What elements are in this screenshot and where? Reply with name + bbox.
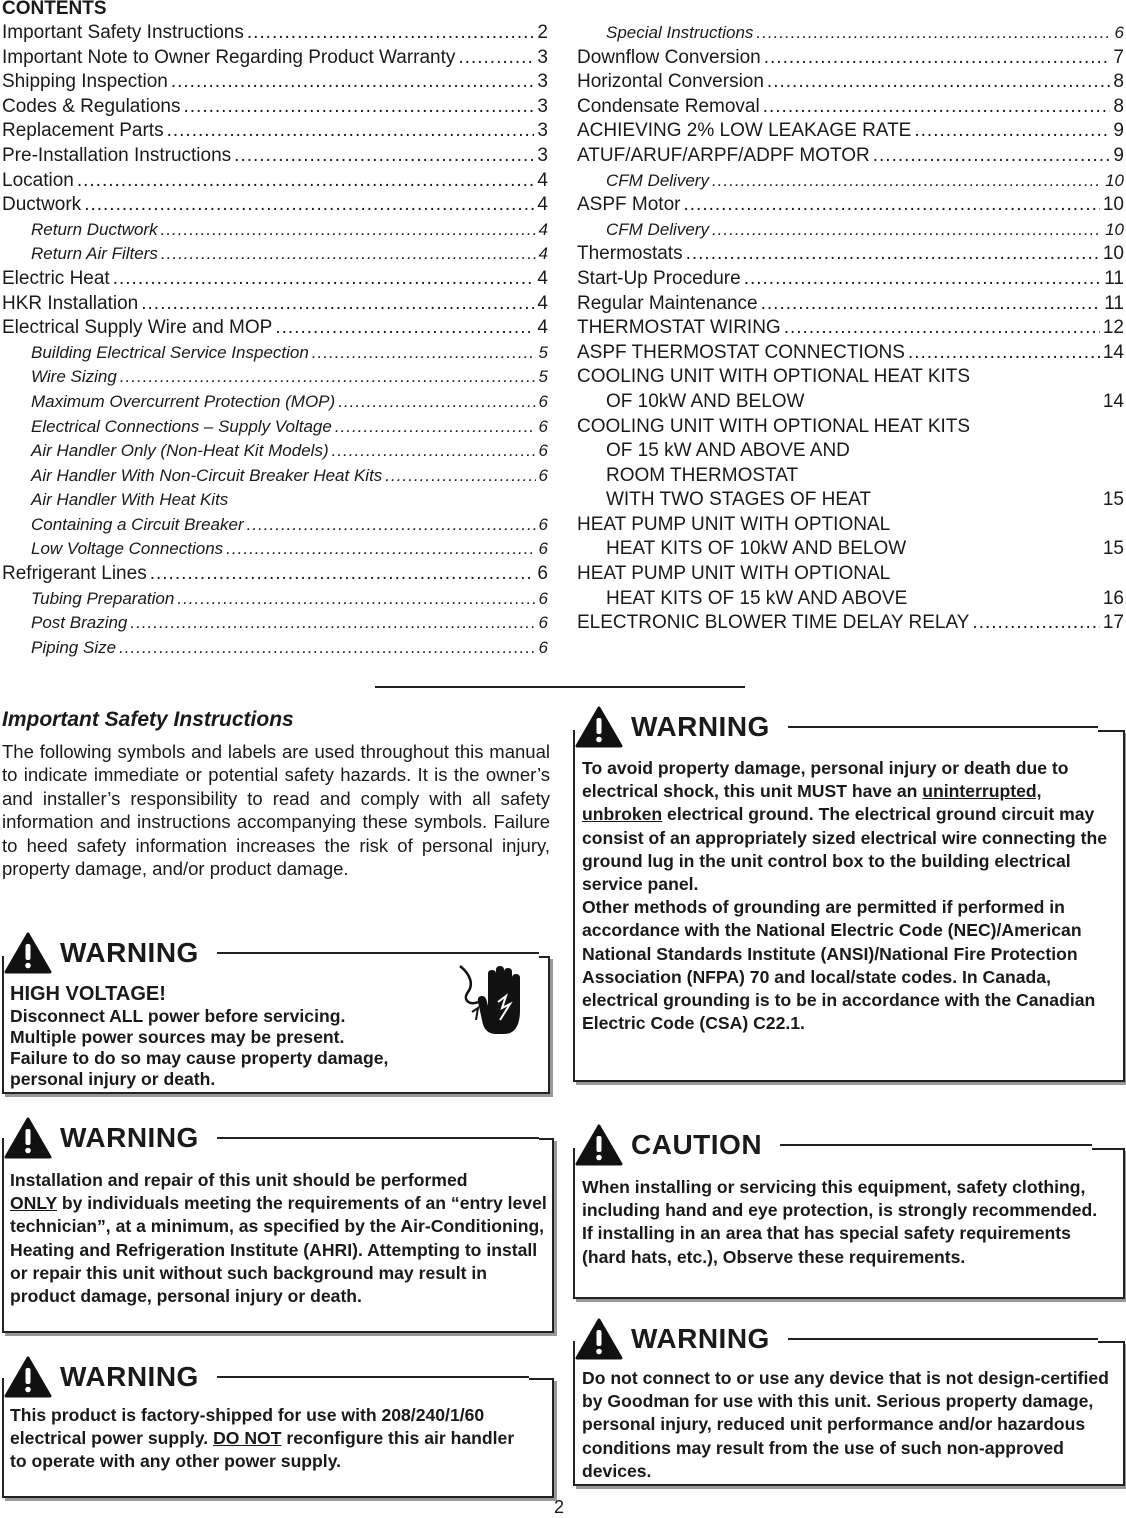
warning-text [10, 1169, 550, 1308]
toc-entry-page: 17 [1102, 612, 1124, 634]
toc-leader-dots [712, 218, 1102, 243]
toc-leader-dots [335, 415, 536, 440]
high-voltage-title: HIGH VOLTAGE! [10, 983, 166, 1005]
warning-grounding [573, 706, 1125, 1082]
toc-entry-label: Location [2, 169, 74, 191]
toc-entry-page: 6 [538, 637, 548, 657]
toc-entry-page: 15 [1102, 538, 1124, 560]
toc-entry-page: 6 [538, 391, 548, 411]
toc-entry-label: ROOM THERMOSTAT [606, 464, 799, 486]
toc-entry-label: Return Ductwork [31, 219, 158, 239]
toc-entry[interactable] [577, 513, 1124, 538]
toc-entry[interactable] [2, 611, 548, 636]
toc-entry-page: 11 [1104, 292, 1124, 314]
toc-entry[interactable] [2, 242, 548, 267]
toc-entry-label: ASPF Motor [577, 194, 681, 216]
caution-safety-clothing [573, 1124, 1125, 1299]
safety-paragraph: The following symbols and labels are used throughout this manual to indicate immediate or potential safety hazards. It is the owner’s and installer’s responsibility to read and comply with all safety information and instructions accompanying these symbols. Failure to heed safety information increases the risk of personal injury, property damage, and/or product damage. [2, 741, 550, 880]
toc-entry-page: 10 [1105, 170, 1124, 190]
toc-entry[interactable] [577, 537, 1124, 562]
toc-leader-dots [120, 365, 536, 390]
warning-text-part: electrical ground. The electrical ground circuit may consist of an appropriately sized electrical wire connecting the ground lug in the unit control box to the building electrical service panel. [582, 804, 1108, 895]
toc-entry-label: HEAT PUMP UNIT WITH OPTIONAL [577, 513, 891, 535]
toc-entry-page: 6 [538, 613, 548, 633]
toc-entry[interactable] [577, 439, 1124, 464]
toc-entry-label: Special Instructions [606, 23, 754, 42]
header-rule [217, 952, 539, 954]
toc-entry-page: 6 [1114, 23, 1124, 42]
toc-leader-dots [712, 169, 1102, 194]
header-rule [217, 1137, 539, 1139]
emphasis-text: uninterrupted, unbroken [582, 781, 1042, 825]
toc-entry-label: Replacement Parts [2, 120, 164, 142]
toc-entry-page: 4 [537, 169, 548, 191]
warning-triangle-icon [4, 1117, 52, 1159]
toc-leader-dots [744, 267, 1102, 292]
toc-entry-label: Important Safety Instructions [2, 22, 244, 43]
toc-entry-label: Tubing Preparation [31, 588, 175, 608]
warning-label: WARNING [631, 1323, 770, 1354]
toc-entry[interactable] [2, 292, 548, 317]
warning-line: Failure to do so may cause property damage, [10, 1048, 389, 1068]
toc-entry-label: OF 10kW AND BELOW [606, 390, 805, 412]
toc-entry-page: 6 [538, 514, 548, 534]
toc-entry-page: 4 [538, 219, 548, 239]
toc-entry[interactable] [577, 242, 1124, 267]
toc-entry-label: Air Handler Only (Non-Heat Kit Models) [31, 441, 329, 461]
toc-entry-page: 9 [1113, 120, 1124, 142]
toc-leader-dots [167, 119, 535, 144]
toc-entry-label: HEAT KITS OF 10kW AND BELOW [606, 538, 907, 560]
toc-entry[interactable] [577, 587, 1124, 612]
toc-leader-dots [275, 316, 534, 341]
toc-entry-label: Start-Up Procedure [577, 267, 741, 289]
toc-entry-label: Electrical Connections – Supply Voltage [31, 416, 332, 436]
toc-entry-label: ELECTRONIC BLOWER TIME DELAY RELAY [577, 612, 970, 634]
toc-entry[interactable] [577, 267, 1124, 292]
toc-entry-page: 4 [537, 267, 548, 289]
toc-leader-dots [177, 587, 535, 612]
toc-leader-dots [784, 316, 1100, 341]
toc-entry[interactable] [577, 464, 1124, 489]
toc-right-column [577, 21, 1124, 636]
toc-leader-dots [84, 193, 534, 218]
toc-entry-page: 12 [1102, 317, 1124, 339]
toc-leader-dots [150, 562, 535, 587]
page-number: 2 [554, 1497, 565, 1517]
warning-text-part: Other methods of grounding are permitted if performed in accordance with the National Electric Code (NEC)/American National Standards Institute (ANSI)/National Fire Protection Association (NFPA) 70 and local/state codes. In Canada, electrical grounding is to be in accordance with the Canadian Electric Code (CSA) C22.1. [582, 897, 1096, 1034]
toc-entry-label: Downflow Conversion [577, 46, 761, 68]
toc-entry[interactable] [2, 587, 548, 612]
toc-entry[interactable] [2, 439, 548, 464]
toc-entry-page: 6 [538, 539, 548, 559]
toc-entry-page: 15 [1102, 489, 1124, 511]
toc-entry-label: Air Handler With Non-Circuit Breaker Heat Kits [31, 465, 383, 485]
toc-entry-page: 6 [537, 563, 548, 585]
toc-leader-dots [130, 611, 535, 636]
warning-text [10, 1404, 530, 1474]
warning-non-approved-devices [573, 1318, 1125, 1486]
toc-entry-page: 14 [1102, 390, 1124, 412]
toc-entry-label: Refrigerant Lines [2, 563, 147, 585]
toc-leader-dots [226, 537, 535, 562]
toc-leader-dots [161, 218, 536, 243]
warning-installation [2, 1117, 554, 1333]
toc-leader-dots [184, 95, 535, 120]
toc-entry-label: Building Electrical Service Inspection [31, 342, 309, 362]
section-divider [375, 686, 745, 688]
warning-label: WARNING [60, 937, 199, 968]
toc-entry[interactable] [577, 119, 1124, 144]
toc-leader-dots [873, 144, 1111, 169]
warning-power-supply [2, 1356, 554, 1498]
toc-entry-page: 4 [537, 194, 548, 216]
toc-entry-page: 2 [537, 22, 548, 43]
contents-title: CONTENTS [2, 0, 107, 19]
toc-leader-dots [908, 341, 1100, 366]
toc-leader-dots [756, 21, 1111, 46]
toc-entry-label: HEAT PUMP UNIT WITH OPTIONAL [577, 563, 891, 585]
toc-entry-label: ACHIEVING 2% LOW LEAKAGE RATE [577, 120, 912, 142]
toc-entry[interactable] [2, 488, 548, 513]
warning-line: Multiple power sources may be present. [10, 1027, 345, 1047]
toc-entry-page: 3 [537, 71, 548, 93]
toc-entry-page: 6 [538, 588, 548, 608]
toc-entry-label: Regular Maintenance [577, 292, 758, 314]
toc-leader-dots [972, 611, 1099, 636]
toc-entry-label: Pre-Installation Instructions [2, 144, 232, 166]
safety-heading: Important Safety Instructions [2, 708, 294, 731]
toc-leader-dots [686, 242, 1100, 267]
toc-entry-label: ATUF/ARUF/ARPF/ADPF MOTOR [577, 144, 870, 166]
toc-entry[interactable] [2, 341, 548, 366]
toc-entry-page: 10 [1102, 243, 1124, 265]
toc-entry[interactable] [2, 464, 548, 489]
toc-entry-page: 3 [537, 120, 548, 142]
toc-entry[interactable] [2, 562, 548, 587]
toc-entry[interactable] [577, 169, 1124, 194]
toc-entry-page: 6 [538, 465, 548, 485]
toc-entry[interactable] [2, 70, 548, 95]
toc-entry[interactable] [2, 193, 548, 218]
warning-text-part: To avoid property damage, personal injury or death due to electrical shock, this unit MUST have an [582, 758, 1069, 802]
toc-entry-label: WITH TWO STAGES OF HEAT [606, 489, 871, 511]
toc-entry-label: Codes & Regulations [2, 95, 181, 117]
toc-leader-dots [332, 439, 536, 464]
toc-entry-label: CFM Delivery [606, 170, 709, 190]
toc-leader-dots [763, 95, 1111, 120]
toc-entry[interactable] [2, 267, 548, 292]
caution-label: CAUTION [631, 1129, 763, 1160]
toc-entry-label: Important Note to Owner Regarding Product Warranty [2, 46, 456, 68]
toc-entry[interactable] [2, 46, 548, 71]
warning-triangle-icon [575, 706, 623, 748]
toc-entry-page: 5 [538, 342, 548, 362]
toc-leader-dots [338, 390, 535, 415]
toc-leader-dots [77, 169, 535, 194]
warning-high-voltage [2, 932, 550, 1094]
toc-entry-label: Horizontal Conversion [577, 71, 764, 93]
toc-entry[interactable] [577, 415, 1124, 440]
toc-entry[interactable] [2, 537, 548, 562]
toc-entry-page: 10 [1102, 194, 1124, 216]
toc-entry-label: Condensate Removal [577, 95, 760, 117]
toc-entry[interactable] [2, 21, 548, 46]
toc-entry[interactable] [577, 193, 1124, 218]
warning-label: WARNING [60, 1361, 199, 1392]
warning-label: WARNING [631, 711, 770, 742]
warning-text: Do not connect to or use any device that is not design-certified by Goodman for use with this unit. Serious property damage, personal injury, reduced unit performance and/or hazardous conditions may result from the use of such non-approved devices. [582, 1368, 1109, 1481]
toc-entry-page: 8 [1113, 71, 1124, 93]
toc-entry-page: 10 [1105, 219, 1124, 239]
toc-leader-dots [458, 46, 534, 71]
toc-entry[interactable] [2, 390, 548, 415]
toc-entry-page: 4 [538, 244, 548, 264]
warning-triangle-icon [4, 932, 52, 974]
toc-leader-dots [141, 292, 534, 317]
toc-entry-label: CFM Delivery [606, 219, 709, 239]
toc-entry-label: Low Voltage Connections [31, 539, 224, 559]
toc-entry-label: Electric Heat [2, 267, 110, 289]
toc-entry-page: 6 [538, 416, 548, 436]
toc-entry-page: 16 [1102, 587, 1124, 609]
toc-entry-page: 3 [537, 144, 548, 166]
toc-entry-label: Containing a Circuit Breaker [31, 514, 244, 534]
caution-triangle-icon [575, 1124, 623, 1166]
toc-leader-dots [761, 292, 1102, 317]
toc-entry[interactable] [577, 562, 1124, 587]
toc-entry[interactable] [577, 365, 1124, 390]
header-rule [217, 1376, 529, 1378]
toc-entry-label: OF 15 kW AND ABOVE AND [606, 440, 850, 462]
toc-entry-label: Post Brazing [31, 613, 128, 633]
toc-entry-label: Return Air Filters [31, 244, 158, 264]
toc-entry-label: Shipping Inspection [2, 71, 168, 93]
toc-entry[interactable] [577, 292, 1124, 317]
toc-entry-label: COOLING UNIT WITH OPTIONAL HEAT KITS [577, 366, 971, 388]
toc-entry[interactable] [577, 390, 1124, 415]
toc-leader-dots [683, 193, 1099, 218]
electric-shock-hand-icon [452, 962, 532, 1046]
warning-label: WARNING [60, 1122, 199, 1153]
toc-left-column [2, 21, 548, 660]
toc-entry-label: HEAT KITS OF 15 kW AND ABOVE [606, 587, 908, 609]
toc-leader-dots [767, 70, 1111, 95]
warning-text-part: This product is factory-shipped for use with 208/240/1/60 electrical power supply. [10, 1405, 485, 1449]
toc-entry[interactable] [577, 95, 1124, 120]
toc-entry[interactable] [2, 316, 548, 341]
toc-entry-page: 9 [1113, 144, 1124, 166]
toc-entry[interactable] [2, 95, 548, 120]
toc-leader-dots [119, 636, 535, 661]
header-rule [788, 1338, 1098, 1340]
warning-line: Disconnect ALL power before servicing. [10, 1006, 346, 1026]
toc-leader-dots [764, 46, 1111, 71]
toc-entry-label: Maximum Overcurrent Protection (MOP) [31, 391, 336, 411]
toc-entry[interactable] [577, 316, 1124, 341]
toc-entry-page: 11 [1104, 267, 1124, 289]
toc-leader-dots [312, 341, 536, 366]
toc-entry-label: Air Handler With Heat Kits [31, 490, 229, 510]
toc-leader-dots [234, 144, 534, 169]
toc-entry[interactable] [2, 415, 548, 440]
warning-text [582, 757, 1112, 1035]
emphasis-text: ONLY [10, 1193, 57, 1214]
toc-entry-page: 3 [537, 46, 548, 68]
toc-entry[interactable] [577, 341, 1124, 366]
toc-entry[interactable] [2, 513, 548, 538]
caution-text: When installing or servicing this equipment, safety clothing, including hand and eye protection, is strongly recommended. If installing in an area that has special safety requirements (hard hats, etc.), Observe these requirements. [582, 1177, 1098, 1267]
toc-entry-page: 3 [537, 95, 548, 117]
toc-entry-page: 4 [537, 292, 548, 314]
toc-entry-label: Wire Sizing [31, 367, 117, 387]
toc-entry[interactable] [577, 46, 1124, 71]
toc-entry[interactable] [577, 488, 1124, 513]
toc-entry[interactable] [577, 21, 1124, 46]
toc-entry-label: Ductwork [2, 194, 82, 216]
toc-entry-label: COOLING UNIT WITH OPTIONAL HEAT KITS [577, 415, 971, 437]
toc-entry[interactable] [2, 144, 548, 169]
toc-leader-dots [247, 513, 536, 538]
emphasis-text: DO NOT [213, 1428, 282, 1449]
toc-entry-page: 7 [1113, 46, 1124, 68]
warning-line: personal injury or death. [10, 1069, 216, 1089]
toc-entry-label: Piping Size [31, 637, 117, 657]
toc-leader-dots [914, 119, 1110, 144]
header-rule [780, 1144, 1092, 1146]
toc-entry-label: Electrical Supply Wire and MOP [2, 317, 273, 339]
toc-entry[interactable] [2, 169, 548, 194]
toc-entry-label: Thermostats [577, 243, 683, 265]
toc-entry-label: HKR Installation [2, 292, 139, 314]
toc-entry[interactable] [577, 70, 1124, 95]
toc-entry[interactable] [2, 218, 548, 243]
toc-entry[interactable] [577, 144, 1124, 169]
toc-entry[interactable] [2, 636, 548, 661]
warning-text-part: by individuals meeting the requirements of an “entry level technician”, at a minimum, as specified by the Air-Conditioning, Heating and Refrigeration Institute (AHRI). Attempting to install or repair this unit without such background may result in product damage, personal injury or death. [10, 1193, 547, 1307]
toc-entry-page: 4 [537, 317, 548, 339]
toc-entry[interactable] [2, 119, 548, 144]
toc-entry-page: 8 [1113, 95, 1124, 117]
toc-entry-page: 14 [1102, 341, 1124, 363]
header-rule [788, 726, 1098, 728]
warning-triangle-icon [575, 1318, 623, 1360]
toc-entry[interactable] [577, 611, 1124, 636]
toc-leader-dots [161, 242, 536, 267]
toc-entry[interactable] [577, 218, 1124, 243]
toc-leader-dots [113, 267, 535, 292]
warning-text-part: Installation and repair of this unit should be performed [10, 1170, 468, 1190]
toc-entry-label: ASPF THERMOSTAT CONNECTIONS [577, 341, 905, 363]
warning-triangle-icon [4, 1356, 52, 1398]
warning-text-part: reconfigure this air handler to operate with any other power supply. [10, 1428, 515, 1472]
toc-entry-page: 6 [538, 441, 548, 461]
toc-entry[interactable] [2, 365, 548, 390]
toc-leader-dots [247, 21, 535, 46]
toc-entry-page: 5 [538, 367, 548, 387]
toc-entry-label: THERMOSTAT WIRING [577, 317, 781, 339]
toc-leader-dots [171, 70, 535, 95]
toc-leader-dots [385, 464, 535, 489]
